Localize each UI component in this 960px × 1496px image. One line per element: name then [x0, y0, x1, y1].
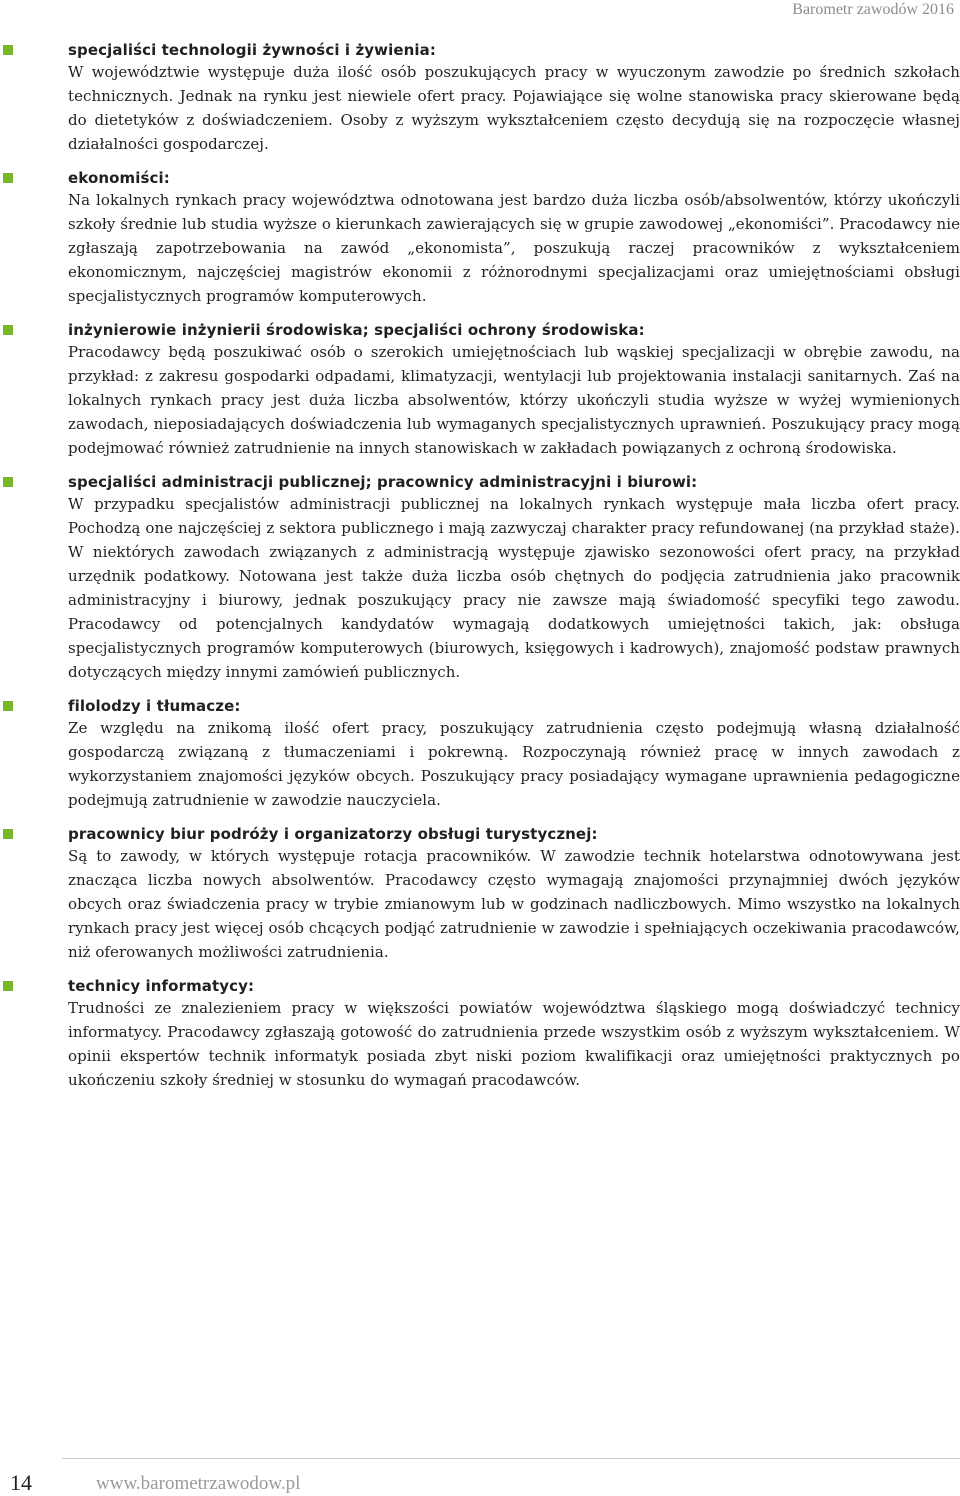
- section-food-technology: [0, 40, 960, 156]
- section-body: Trudności ze znalezieniem pracy w większości powiatów województwa śląskiego mogą doświadczyć technicy informatycy. Pracodawcy zgłaszają gotowość do zatrudnienia przede wszystkim osób z wyższym wykształceniem. W opinii ekspertów technik informatyk posiada zbyt niski poziom kwalifikacji oraz umiejętności praktycznych po ukończeniu szkoły średniej w stosunku do wymagań pracodawców.: [68, 999, 960, 1089]
- page-number: 14: [10, 1470, 32, 1495]
- section-environmental-engineers: [0, 320, 960, 460]
- square-bullet-icon: [3, 173, 13, 183]
- running-header: Barometr zawodów 2016: [792, 1, 954, 18]
- square-bullet-icon: [3, 45, 13, 55]
- square-bullet-icon: [3, 325, 13, 335]
- square-bullet-icon: [3, 701, 13, 711]
- section-body: Ze względu na znikomą ilość ofert pracy, poszukujący zatrudnienia często podejmują własną działalność gospodarczą związaną z tłumaczeniami i pokrewną. Rozpoczynają również pracę w innych zawodach z wykorzystaniem znajomości języków obcych. Poszukujący pracy posiadający wymagane uprawnienia pedagogiczne podejmują zatrudnienie w zawodzie nauczyciela.: [68, 719, 960, 809]
- document-body: [0, 40, 960, 1104]
- section-title: pracownicy biur podróży i organizatorzy obsługi turystycznej:: [68, 825, 598, 843]
- section-it-technicians: [0, 976, 960, 1092]
- section-body: Na lokalnych rynkach pracy województwa odnotowana jest bardzo duża liczba osób/absolwentów, którzy ukończyli szkoły średnie lub studia wyższe o kierunkach zawierających się w grupie zawodowej „ekonomiści”. Pracodawcy nie zgłaszają zapotrzebowania na zawód „ekonomista”, poszukują raczej pracowników z wykształceniem ekonomicznym, najczęściej magistrów ekonomii z różnorodnymi specjalizacjami oraz umiejętnościami obsługi specjalistycznych programów komputerowych.: [68, 191, 960, 305]
- section-economists: [0, 168, 960, 308]
- section-title: specjaliści technologii żywności i żywienia:: [68, 41, 436, 59]
- section-philologists: [0, 696, 960, 812]
- section-title: ekonomiści:: [68, 169, 170, 187]
- footer-divider: [62, 1458, 960, 1459]
- section-title: technicy informatycy:: [68, 977, 255, 995]
- footer-url: www.barometrzawodow.pl: [96, 1473, 301, 1494]
- section-title: filolodzy i tłumacze:: [68, 697, 241, 715]
- page-footer: [0, 1458, 960, 1496]
- section-body: Pracodawcy będą poszukiwać osób o szerokich umiejętnościach lub wąskiej specjalizacji w obrębie zawodu, na przykład: z zakresu gospodarki odpadami, klimatyzacji, wentylacji lub projektowania instalacji sanitarnych. Zaś na lokalnych rynkach pracy jest duża liczba absolwentów, którzy ukończyli studia wyższe w wyżej wymienionych zawodach, nieposiadających doświadczenia lub wymaganych specjalistycznych uprawnień. Poszukujący pracy mogą podejmować również zatrudnienie na innych stanowiskach w zakładach powiązanych z ochroną środowiska.: [68, 343, 960, 457]
- section-body: W przypadku specjalistów administracji publicznej na lokalnych rynkach występuje mała liczba ofert pracy. Pochodzą one najczęściej z sektora publicznego i mają zazwyczaj charakter pracy refundowanej (na przykład staże). W niektórych zawodach związanych z administracją występuje zjawisko sezonowości ofert pracy, na przykład urzędnik podatkowy. Notowana jest także duża liczba osób chętnych do podjęcia zatrudnienia jako pracownik administracyjny i biurowy, jednak poszukujący pracy nie zawsze mają świadomość specyfiki tego zawodu. Pracodawcy od potencjalnych kandydatów wymagają dodatkowych umiejętności takich, jak: obsługa specjalistycznych programów komputerowych (biurowych, księgowych i kadrowych), znajomość podstaw prawnych dotyczących między innymi zamówień publicznych.: [68, 495, 960, 681]
- square-bullet-icon: [3, 981, 13, 991]
- section-body: Są to zawody, w których występuje rotacja pracowników. W zawodzie technik hotelarstwa odnotowywana jest znacząca liczba nowych absolwentów. Pracodawcy często wymagają znajomości przynajmniej dwóch języków obcych oraz świadczenia pracy w trybie zmianowym lub w godzinach nadliczbowych. Mimo wszystko na lokalnych rynkach pracy jest więcej osób chcących podjąć zatrudnienie w zawodzie i spełniających oczekiwania pracodawców, niż oferowanych możliwości zatrudnienia.: [68, 847, 960, 961]
- section-title: inżynierowie inżynierii środowiska; specjaliści ochrony środowiska:: [68, 321, 645, 339]
- section-body: W województwie występuje duża ilość osób poszukujących pracy w wyuczonym zawodzie po średnich szkołach technicznych. Jednak na rynku jest niewiele ofert pracy. Pojawiające się wolne stanowiska pracy skierowane będą do dietetyków z doświadczeniem. Osoby z wyższym wykształceniem często decydują się na rozpoczęcie własnej działalności gospodarczej.: [68, 63, 960, 153]
- section-travel-agencies: [0, 824, 960, 964]
- section-title: specjaliści administracji publicznej; pracownicy administracyjni i biurowi:: [68, 473, 698, 491]
- section-public-administration: [0, 472, 960, 684]
- square-bullet-icon: [3, 829, 13, 839]
- square-bullet-icon: [3, 477, 13, 487]
